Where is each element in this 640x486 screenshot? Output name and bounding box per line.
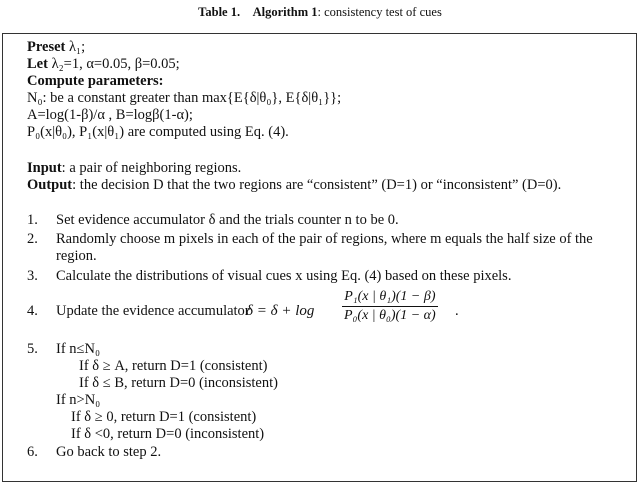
- branch-line: If n>N₀: [56, 392, 101, 408]
- branch-line: If δ ≤ B, return D=0 (inconsistent): [79, 375, 278, 391]
- formula-numerator: P₁(x | θ₁)(1 − β): [342, 289, 438, 307]
- formula-denominator: P₀(x | θ₀)(1 − α): [344, 308, 436, 323]
- branch-line: If δ <0, return D=0 (inconsistent): [71, 426, 265, 442]
- preamble-line: N₀: be a constant greater than max{E{δ|θ₀}, E{δ|θ₁}};: [27, 90, 342, 106]
- step-text: If n≤N₀: [56, 341, 101, 357]
- input-line: Input: a pair of neighboring regions.: [27, 160, 242, 176]
- branch-line: If δ ≥ A, return D=1 (consistent): [79, 358, 268, 374]
- step-text: Go back to step 2.: [56, 444, 162, 460]
- preamble-line: P₀(x|θ₀), P₁(x|θ₁) are computed using Eq. (4).: [27, 124, 289, 140]
- caption-label: Table 1.: [198, 5, 241, 19]
- step-number: 6.: [27, 444, 38, 460]
- step-number: 5.: [27, 341, 38, 357]
- caption-algorithm: Algorithm 1: [252, 5, 318, 19]
- step-number: 1.: [27, 212, 38, 228]
- step-text: Update the evidence accumulator: [56, 303, 250, 319]
- step-text: region.: [56, 248, 97, 264]
- preamble-line: Preset λ₁;: [27, 39, 86, 55]
- branch-line: If δ ≥ 0, return D=1 (consistent): [71, 409, 257, 425]
- step-text: Randomly choose m pixels in each of the pair of regions, where m equals the half size of the: [56, 231, 593, 247]
- caption-text: : consistency test of cues: [317, 5, 442, 19]
- preamble-line: A=log(1-β)/α , B=logβ(1-α);: [27, 107, 193, 123]
- step-number: 4.: [27, 303, 38, 319]
- step-text: Calculate the distributions of visual cues x using Eq. (4) based on these pixels.: [56, 268, 512, 284]
- preamble-line: Let λ₂=1, α=0.05, β=0.05;: [27, 56, 180, 72]
- step-text: Set evidence accumulator δ and the trials counter n to be 0.: [56, 212, 399, 228]
- formula-lhs: δ = δ + log: [246, 303, 315, 319]
- step-number: 2.: [27, 231, 38, 247]
- formula-period: .: [455, 303, 459, 319]
- formula-fraction: [342, 289, 438, 324]
- step-number: 3.: [27, 268, 38, 284]
- table-caption: [0, 5, 640, 20]
- preamble-line: Compute parameters:: [27, 73, 164, 89]
- output-line: Output: the decision D that the two regions are “consistent” (D=1) or “inconsistent” (D=0).: [27, 177, 562, 193]
- algorithm-box: [2, 33, 637, 482]
